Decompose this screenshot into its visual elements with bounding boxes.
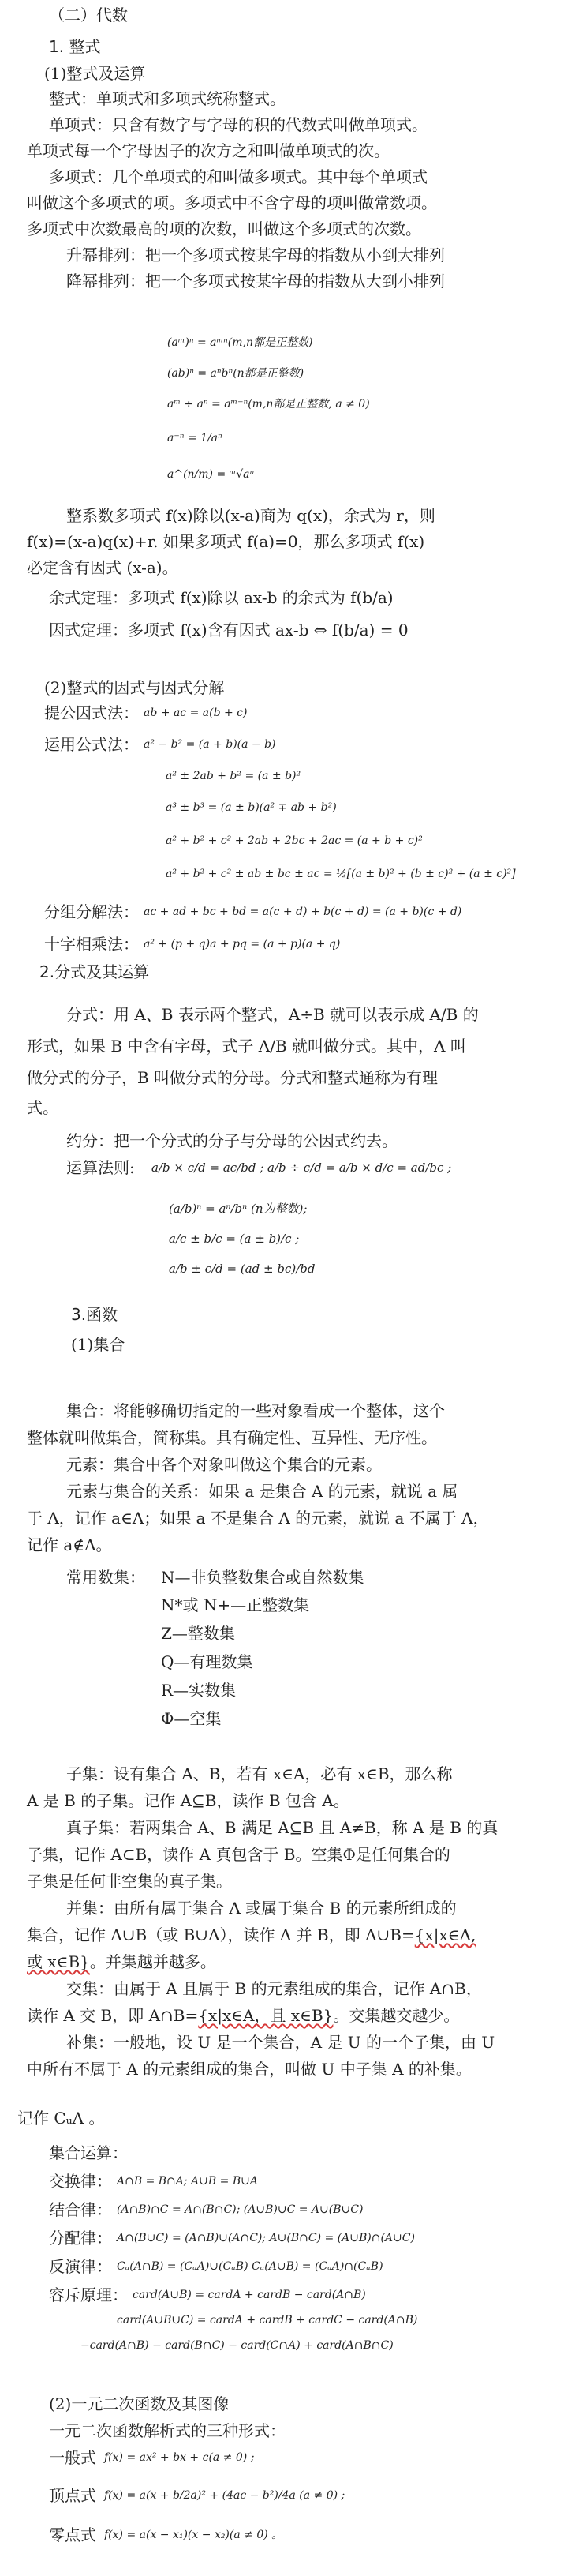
para-union-1: 并集：由所有属于集合 A 或属于集合 B 的元素所组成的 bbox=[66, 1899, 457, 1918]
set-positive-integers: N*或 N+—正整数集 bbox=[161, 1595, 310, 1614]
section-title-algebra: （二）代数 bbox=[49, 6, 128, 24]
formula-inclusion-exclusion-3: −card(A∩B) − card(B∩C) − card(C∩A) + card(A∩B∩C) bbox=[80, 2339, 394, 2352]
heading-polynomial: 1. 整式 bbox=[49, 37, 101, 56]
formula-commutative: A∩B = B∩A; A∪B = B∪A bbox=[117, 2175, 258, 2188]
para-proper-subset-2: 子集，记作 A⊂B，读作 A 真包含于 B。空集Φ是任何集合的 bbox=[27, 1845, 450, 1864]
formula-division-of-powers: aᵐ ÷ aⁿ = aᵐ⁻ⁿ(m,n都是正整数, a ≠ 0) bbox=[167, 398, 370, 411]
para-proper-subset-3: 子集是任何非空集的真子集。 bbox=[27, 1872, 232, 1891]
para-quadratic-forms: 一元二次函数解析式的三种形式： bbox=[49, 2421, 286, 2440]
union-set-notation-part2: 或 x∈B} bbox=[27, 1952, 90, 1971]
formula-fraction-power: (a/b)ⁿ = aⁿ/bⁿ (n为整数); bbox=[169, 1202, 308, 1216]
para-union-2 bbox=[27, 1925, 476, 1945]
para-element: 元素：集合中各个对象叫做这个集合的元素。 bbox=[66, 1455, 382, 1474]
para-duoxiangshi-1: 多项式：几个单项式的和叫做多项式。其中每个单项式 bbox=[49, 167, 428, 186]
formula-grouping: ac + ad + bc + bd = a(c + d) + b(c + d) = (a + b)(c + d) bbox=[144, 906, 462, 918]
intersection-note: 。交集越交越少。 bbox=[333, 2006, 460, 2025]
para-fraction-4: 式。 bbox=[27, 1098, 58, 1117]
label-commutative: 交换律： bbox=[49, 2172, 112, 2191]
heading-quadratic: (2)一元二次函数及其图像 bbox=[49, 2394, 230, 2413]
formula-inclusion-exclusion-2: card(A∪B∪C) = cardA + cardB + cardC − card(A∩B) bbox=[117, 2314, 418, 2327]
para-membership-1: 元素与集合的关系：如果 a 是集合 A 的元素，就说 a 属 bbox=[66, 1482, 458, 1501]
label-vertex-form: 顶点式 bbox=[49, 2486, 96, 2505]
label-common-sets: 常用数集： bbox=[66, 1568, 145, 1587]
para-fraction-1: 分式：用 A、B 表示两个整式，A÷B 就可以表示成 A/B 的 bbox=[66, 1005, 479, 1024]
para-jiangmi: 降幂排列：把一个多项式按某字母的指数从大到小排列 bbox=[66, 272, 445, 291]
label-zero-form: 零点式 bbox=[49, 2525, 96, 2544]
formula-power-of-product: (ab)ⁿ = aⁿbⁿ(n都是正整数) bbox=[167, 367, 304, 380]
heading-factorization: (2)整式的因式与因式分解 bbox=[44, 678, 225, 697]
heading-functions: 3.函数 bbox=[71, 1305, 118, 1324]
para-danxiangshi-2: 单项式每一个字母因子的次方之和叫做单项式的次。 bbox=[27, 141, 390, 160]
formula-zero-form: f(x) = a(x − x₁)(x − x₂)(a ≠ 0) 。 bbox=[104, 2529, 283, 2541]
label-operation-rules: 运算法则: bbox=[66, 1158, 135, 1177]
label-de-morgan: 反演律： bbox=[49, 2257, 112, 2276]
formula-inclusion-exclusion-1: card(A∪B) = cardA + cardB − card(A∩B) bbox=[133, 2289, 366, 2301]
label-general-form: 一般式 bbox=[49, 2448, 96, 2467]
set-reals: R—实数集 bbox=[161, 1681, 237, 1700]
formula-power-of-power: (aᵐ)ⁿ = aᵐⁿ(m,n都是正整数) bbox=[167, 336, 313, 349]
label-distributive: 分配律： bbox=[49, 2229, 112, 2248]
formula-general-form: f(x) = ax² + bx + c(a ≠ 0) ; bbox=[104, 2451, 255, 2464]
para-fraction-2: 形式，如果 B 中含有字母，式子 A/B 就叫做分式。其中，A 叫 bbox=[27, 1037, 466, 1056]
formula-common-factor: ab + ac = a(b + c) bbox=[144, 707, 248, 719]
label-set-operations: 集合运算： bbox=[49, 2143, 128, 2162]
label-inclusion-exclusion: 容斥原理： bbox=[49, 2285, 128, 2304]
formula-symmetric-sum: a² + b² + c² ± ab ± bc ± ac = ½[(a ± b)² + (b ± c)² + (a ± c)²] bbox=[166, 868, 516, 880]
formula-vertex-form: f(x) = a(x + b/2a)² + (4ac − b²)/4a (a ≠ 0) ; bbox=[104, 2489, 345, 2502]
para-subset-1: 子集：设有集合 A、B，若有 x∈A，必有 x∈B，那么称 bbox=[66, 1764, 453, 1783]
formula-distributive: A∩(B∪C) = (A∩B)∪(A∩C); A∪(B∩C) = (A∪B)∩(A∪C) bbox=[117, 2232, 415, 2244]
heading-polynomial-ops: (1)整式及运算 bbox=[44, 64, 146, 83]
set-empty: Φ—空集 bbox=[161, 1709, 222, 1728]
formula-negative-exponent: a⁻ⁿ = 1/aⁿ bbox=[167, 432, 222, 444]
formula-perfect-square: a² ± 2ab + b² = (a ± b)² bbox=[166, 770, 301, 782]
para-duoxiangshi-2: 叫做这个多项式的项。多项式中不含字母的项叫做常数项。 bbox=[27, 193, 437, 212]
formula-de-morgan: Cᵤ(A∩B) = (CᵤA)∪(CᵤB) Cᵤ(A∪B) = (CᵤA)∩(CᵤB) bbox=[117, 2260, 383, 2273]
heading-fractions: 2.分式及其运算 bbox=[39, 962, 150, 981]
para-complement-2: 中所有不属于 A 的元素组成的集合，叫做 U 中子集 A 的补集。 bbox=[27, 2060, 472, 2079]
para-complement-1: 补集：一般地，设 U 是一个集合，A 是 U 的一个子集，由 U bbox=[66, 2033, 495, 2052]
para-set-2: 整体就叫做集合，简称集。具有确定性、互异性、无序性。 bbox=[27, 1428, 437, 1447]
para-remainder-theorem: 余式定理：多项式 f(x)除以 ax-b 的余式为 f(b/a) bbox=[49, 588, 394, 607]
para-subset-2: A 是 B 的子集。记作 A⊆B，读作 B 包含 A。 bbox=[27, 1791, 349, 1810]
formula-fraction-add-sub: a/b ± c/d = (ad ± bc)/bd bbox=[169, 1262, 316, 1276]
para-division-3: 必定含有因式 (x-a)。 bbox=[27, 558, 178, 577]
para-reduce: 约分：把一个分式的分子与分母的公因式约去。 bbox=[66, 1131, 398, 1150]
para-division-2: f(x)=(x-a)q(x)+r. 如果多项式 f(a)=0，那么多项式 f(x) bbox=[27, 532, 425, 551]
label-common-factor: 提公因式法： bbox=[44, 703, 139, 722]
para-membership-3: 记作 a∉A。 bbox=[27, 1535, 112, 1554]
para-factor-theorem: 因式定理：多项式 f(x)含有因式 ax-b ⇔ f(b/a) = 0 bbox=[49, 621, 409, 639]
para-danxiangshi-1: 单项式：只含有数字与字母的积的代数式叫做单项式。 bbox=[49, 115, 428, 134]
intersection-set-notation: {x|x∈A，且 x∈B} bbox=[198, 2006, 334, 2025]
label-associative: 结合律： bbox=[49, 2200, 112, 2219]
formula-associative: (A∩B)∩C = A∩(B∩C); (A∪B)∪C = A∪(B∪C) bbox=[117, 2203, 364, 2216]
formula-difference-of-squares: a² − b² = (a + b)(a − b) bbox=[144, 738, 276, 751]
para-set-1: 集合：将能够确切指定的一些对象看成一个整体，这个 bbox=[66, 1401, 445, 1420]
para-proper-subset-1: 真子集：若两集合 A、B 满足 A⊆B 且 A≠B，称 A 是 B 的真 bbox=[66, 1818, 499, 1837]
union-set-notation-part1: {x|x∈A, bbox=[414, 1925, 476, 1944]
formula-fractional-exponent: a^(n/m) = ᵐ√aⁿ bbox=[167, 468, 255, 481]
formula-cross-multiplication: a² + (p + q)a + pq = (a + p)(a + q) bbox=[144, 938, 341, 951]
label-grouping: 分组分解法： bbox=[44, 902, 139, 921]
para-division-1: 整系数多项式 f(x)除以(x-a)商为 q(x)，余式为 r，则 bbox=[66, 506, 435, 525]
para-shengmi: 升幂排列：把一个多项式按某字母的指数从小到大排列 bbox=[66, 246, 445, 264]
para-intersection-2 bbox=[27, 2005, 459, 2026]
formula-sum-of-cubes: a³ ± b³ = (a ± b)(a² ∓ ab + b²) bbox=[166, 801, 337, 814]
label-formula-method: 运用公式法： bbox=[44, 735, 139, 754]
formula-trinomial-square: a² + b² + c² + 2ab + 2bc + 2ac = (a + b + c)² bbox=[166, 834, 423, 847]
union-text: 集合，记作 A∪B（或 B∪A），读作 A 并 B，即 A∪B= bbox=[27, 1925, 415, 1944]
label-cross-multiplication: 十字相乘法： bbox=[44, 935, 139, 954]
intersection-text: 读作 A 交 B，即 A∩B= bbox=[27, 2006, 199, 2025]
formula-fraction-mult-div: a/b × c/d = ac/bd ; a/b ÷ c/d = a/b × d/c = ad/bc ; bbox=[151, 1161, 452, 1175]
set-rationals: Q—有理数集 bbox=[161, 1652, 253, 1671]
set-integers: Z—整数集 bbox=[161, 1624, 235, 1643]
para-duoxiangshi-3: 多项式中次数最高的项的次数，叫做这个多项式的次数。 bbox=[27, 219, 421, 238]
para-intersection-1: 交集：由属于 A 且属于 B 的元素组成的集合，记作 A∩B， bbox=[66, 1979, 482, 1998]
para-union-3 bbox=[27, 1952, 216, 1972]
para-complement-3: 记作 CᵤA 。 bbox=[17, 2109, 105, 2128]
para-membership-2: 于 A，记作 a∈A；如果 a 不是集合 A 的元素，就说 a 不属于 A， bbox=[27, 1509, 489, 1528]
para-zhengshi: 整式：单项式和多项式统称整式。 bbox=[49, 89, 286, 108]
heading-sets: (1)集合 bbox=[71, 1335, 125, 1354]
union-note: 。并集越并越多。 bbox=[89, 1952, 216, 1971]
set-natural-numbers: N—非负整数集合或自然数集 bbox=[161, 1568, 364, 1587]
para-fraction-3: 做分式的分子，B 叫做分式的分母。分式和整式通称为有理 bbox=[27, 1068, 439, 1087]
formula-fraction-same-denominator: a/c ± b/c = (a ± b)/c ; bbox=[169, 1232, 300, 1246]
